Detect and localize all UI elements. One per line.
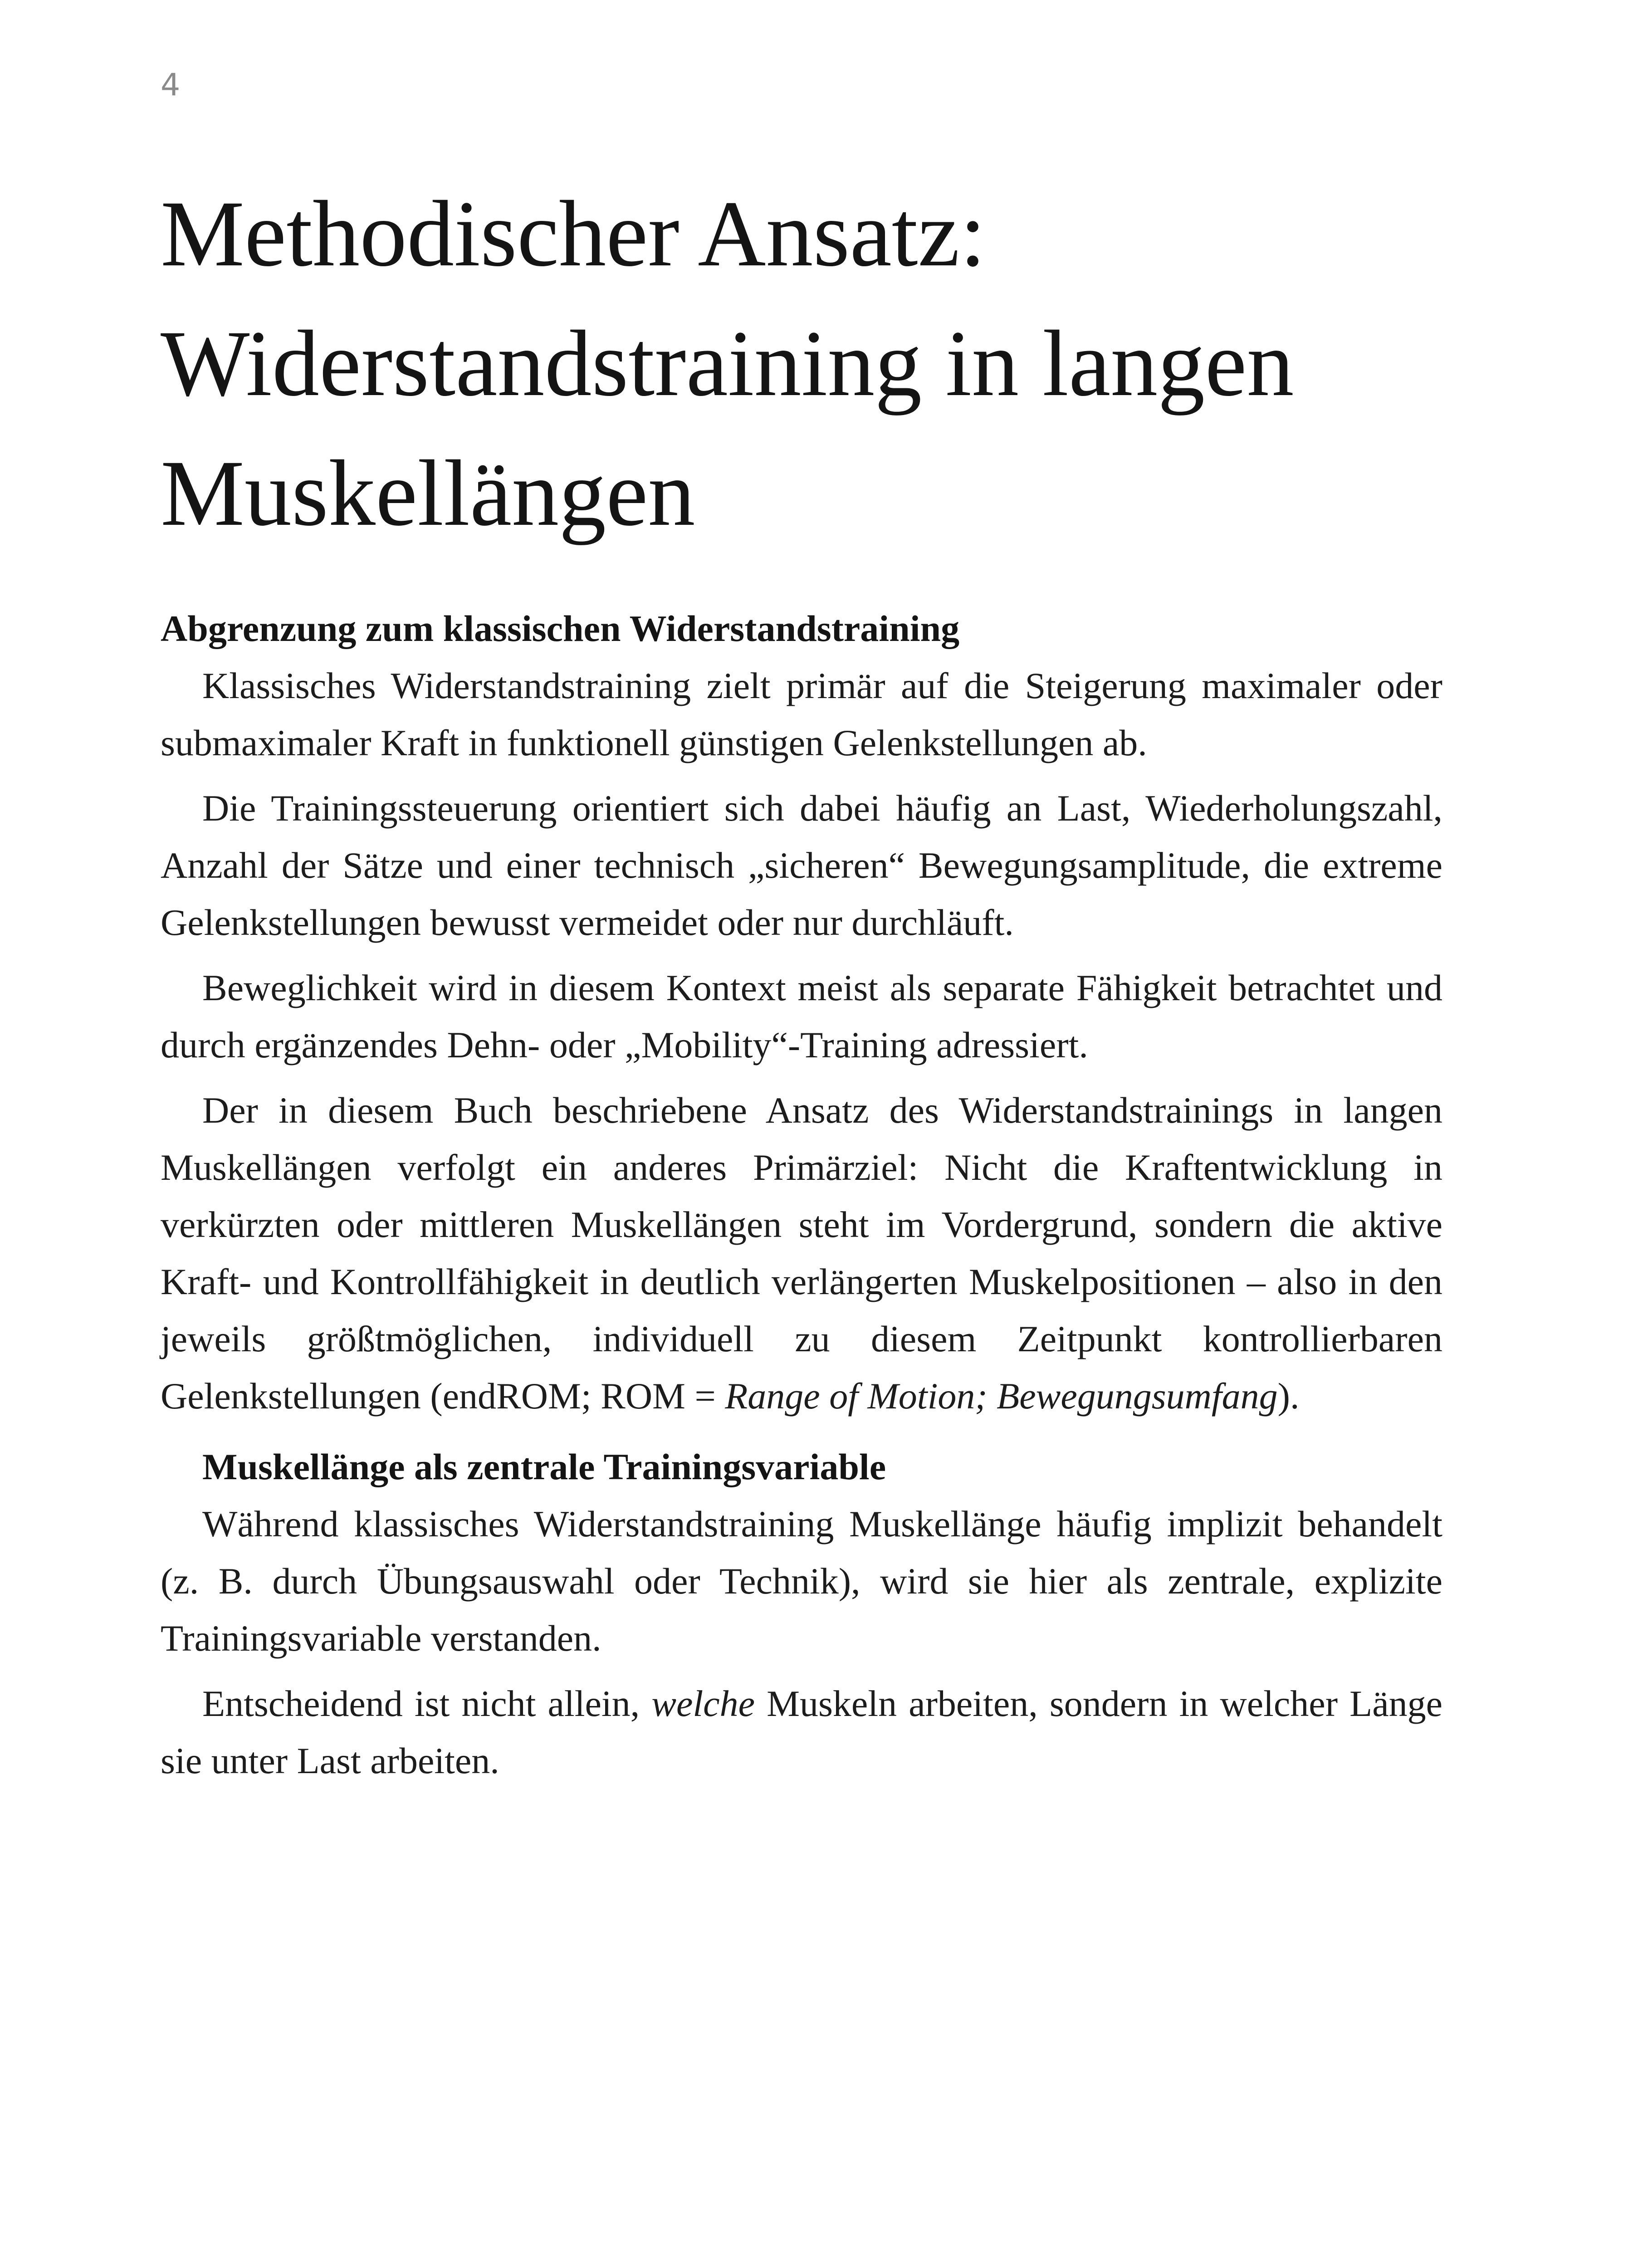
paragraph-text-end: ).	[1277, 1375, 1300, 1417]
paragraph-text: Entscheidend ist nicht allein,	[202, 1683, 652, 1724]
paragraph-gap	[161, 951, 1442, 959]
paragraph-gap	[161, 1667, 1442, 1675]
paragraph-text: Der in diesem Buch beschriebene Ansatz des Widerstandstrainings in langen Muskellängen verfolgt ein anderes Primärziel: Nicht die Kraftentwicklung in verkürzten oder mittleren Muskellängen steht im Vordergrund, sondern die aktive Kraft- und Kontrollfähigkeit in deutlich verlängerten Muskelpositionen – also in den jeweils größtmöglichen, individuell zu diesem Zeitpunkt kontrollierbaren Gelenkstellungen (endROM; ROM =	[161, 1090, 1442, 1417]
chapter-title-line-2: Widerstandstraining in langen	[161, 311, 1294, 415]
chapter-title-line-1: Methodischer Ansatz:	[161, 181, 986, 286]
paragraph: Während klassisches Widerstandstraining Muskellänge häufig implizit behandelt (z. B. durch Übungsauswahl oder Technik), wird sie hier als zentrale, explizite Trainingsvariable verstanden.	[161, 1503, 1442, 1659]
paragraph: Die Trainingssteuerung orientiert sich dabei häufig an Last, Wiederholungszahl, Anzahl der Sätze und einer technisch „sicheren“ Bewegungsamplitude, die extreme Gelenkstellungen bewusst vermeidet oder nur durchläuft.	[161, 787, 1442, 943]
paragraph-text-end: Muskeln arbeiten, sondern in welcher Länge sie unter Last arbeiten.	[161, 1683, 1442, 1781]
body-text	[161, 600, 1442, 1789]
paragraph: Beweglichkeit wird in diesem Kontext meist als separate Fähigkeit betrachtet und durch ergänzendes Dehn- oder „Mobility“-Training adressiert.	[161, 967, 1442, 1066]
chapter-title-line-3: Muskellängen	[161, 441, 695, 545]
section-heading-muskellaenge: Muskellänge als zentrale Trainingsvariable	[202, 1446, 886, 1487]
chapter-title	[161, 169, 1476, 558]
paragraph	[161, 1082, 1442, 1425]
paragraph-gap	[161, 772, 1442, 780]
paragraph-italic-term: welche	[651, 1683, 755, 1724]
page-number: 4	[161, 67, 181, 103]
paragraph: Klassisches Widerstandstraining zielt primär auf die Steigerung maximaler oder submaximaler Kraft in funktionell günstigen Gelenkstellungen ab.	[161, 665, 1442, 763]
section-heading-abgrenzung: Abgrenzung zum klassischen Widerstandstraining	[161, 608, 960, 649]
paragraph	[161, 1675, 1442, 1789]
paragraph-gap	[161, 1074, 1442, 1082]
paragraph-italic-term: Range of Motion; Bewegungsumfang	[725, 1375, 1278, 1417]
